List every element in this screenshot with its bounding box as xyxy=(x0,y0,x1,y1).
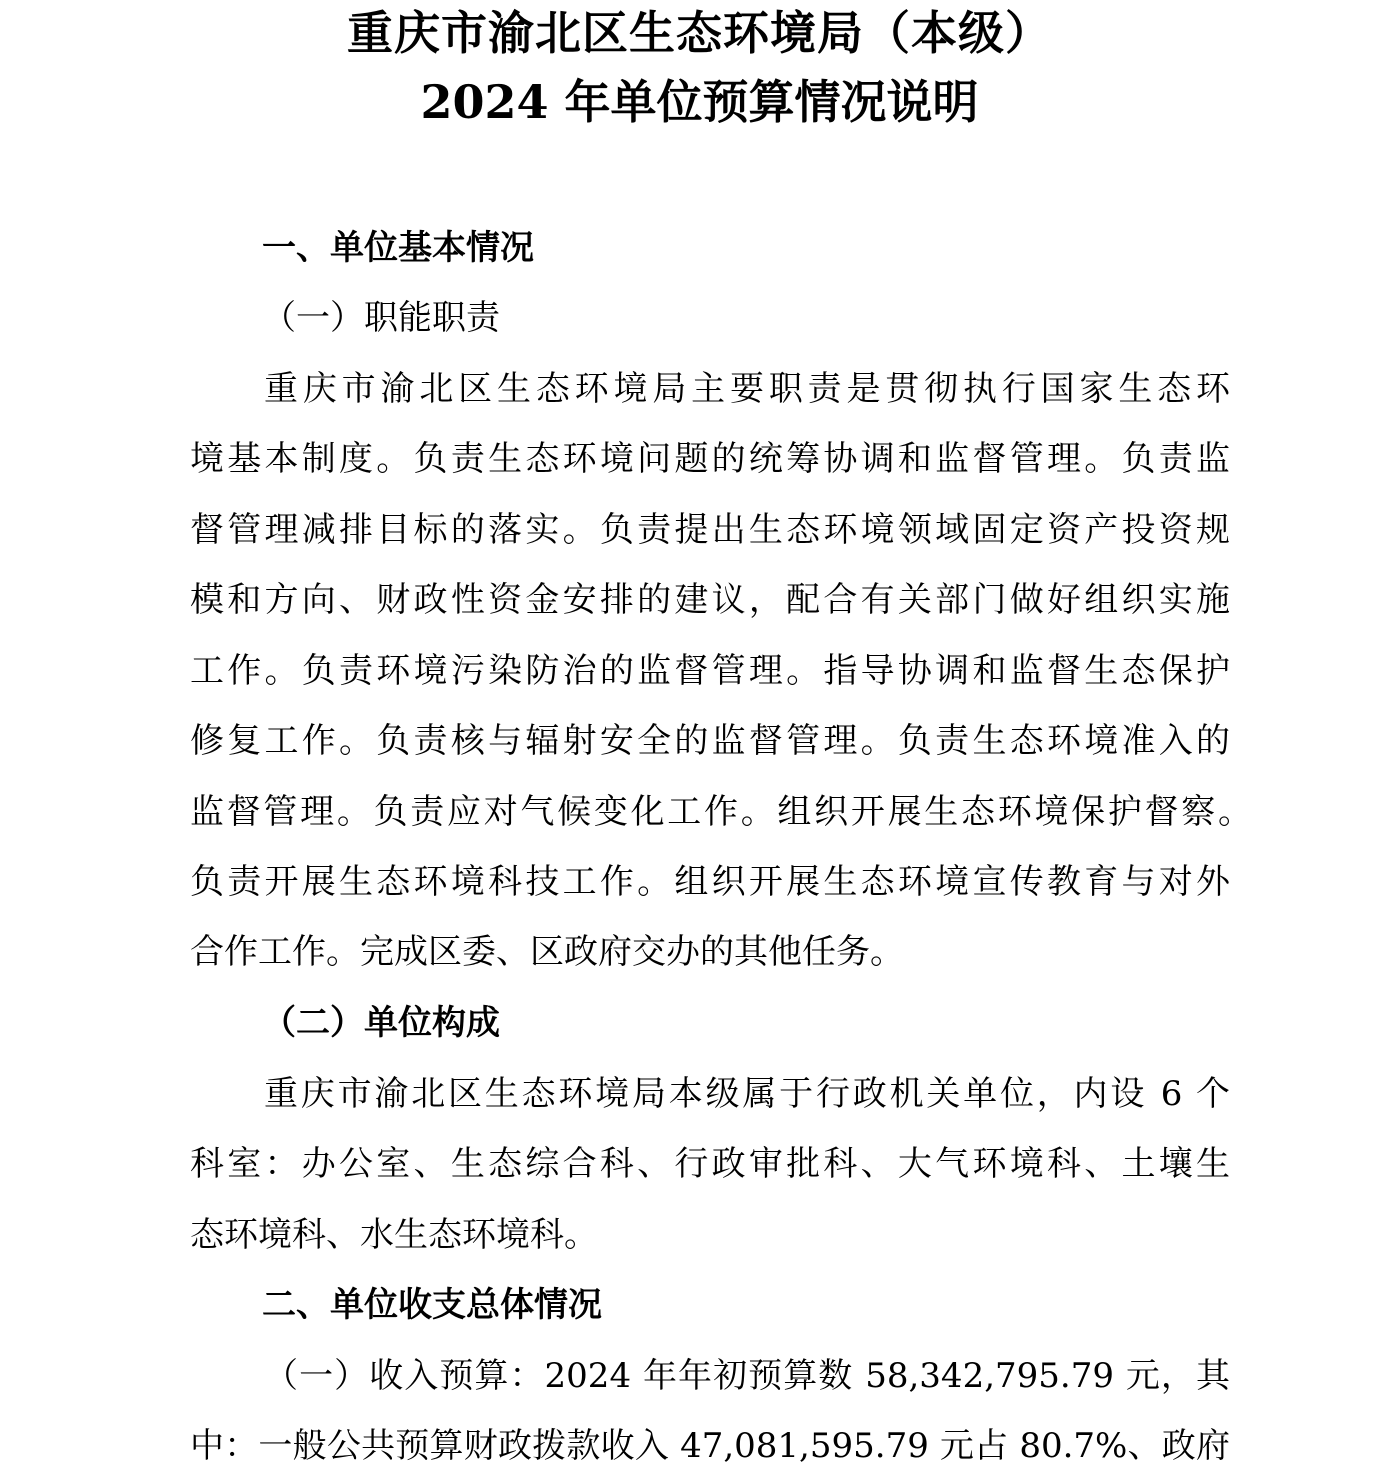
paragraph-line: 负责开展生态环境科技工作。组织开展生态环境宣传教育与对外 xyxy=(190,862,1230,902)
paragraph-line: 模和方向、财政性资金安排的建议，配合有关部门做好组织实施 xyxy=(190,580,1230,620)
paragraph-line: 科室：办公室、生态综合科、行政审批科、大气环境科、土壤生 xyxy=(190,1144,1230,1184)
section-heading-basic-info: 一、单位基本情况 xyxy=(262,228,534,268)
paragraph-line: 监督管理。负责应对气候变化工作。组织开展生态环境保护督察。 xyxy=(190,792,1252,832)
subsection-heading-composition: （二）单位构成 xyxy=(262,1003,500,1043)
section-heading-budget-overview: 二、单位收支总体情况 xyxy=(262,1285,602,1325)
paragraph-line: 重庆市渝北区生态环境局本级属于行政机关单位，内设 6 个 xyxy=(264,1074,1230,1114)
paragraph-line: 重庆市渝北区生态环境局主要职责是贯彻执行国家生态环 xyxy=(264,369,1230,409)
paragraph-line: 合作工作。完成区委、区政府交办的其他任务。 xyxy=(190,932,904,972)
paragraph-line: 修复工作。负责核与辐射安全的监督管理。负责生态环境准入的 xyxy=(190,721,1230,761)
paragraph-line: 境基本制度。负责生态环境问题的统筹协调和监督管理。负责监 xyxy=(190,439,1230,479)
document-title-line-2: 2024 年单位预算情况说明 xyxy=(420,75,979,129)
document-title-line-1: 重庆市渝北区生态环境局（本级） xyxy=(347,6,1052,60)
subsection-heading-duties: （一）职能职责 xyxy=(262,298,500,338)
paragraph-line: 督管理减排目标的落实。负责提出生态环境领域固定资产投资规 xyxy=(190,510,1230,550)
paragraph-line: 中：一般公共预算财政拨款收入 47,081,595.79 元占 80.7%、政府 xyxy=(190,1426,1230,1466)
paragraph-line: 工作。负责环境污染防治的监督管理。指导协调和监督生态保护 xyxy=(190,651,1230,691)
paragraph-line: 态环境科、水生态环境科。 xyxy=(190,1215,598,1255)
paragraph-line: （一）收入预算：2024 年年初预算数 58,342,795.79 元，其 xyxy=(264,1356,1230,1396)
